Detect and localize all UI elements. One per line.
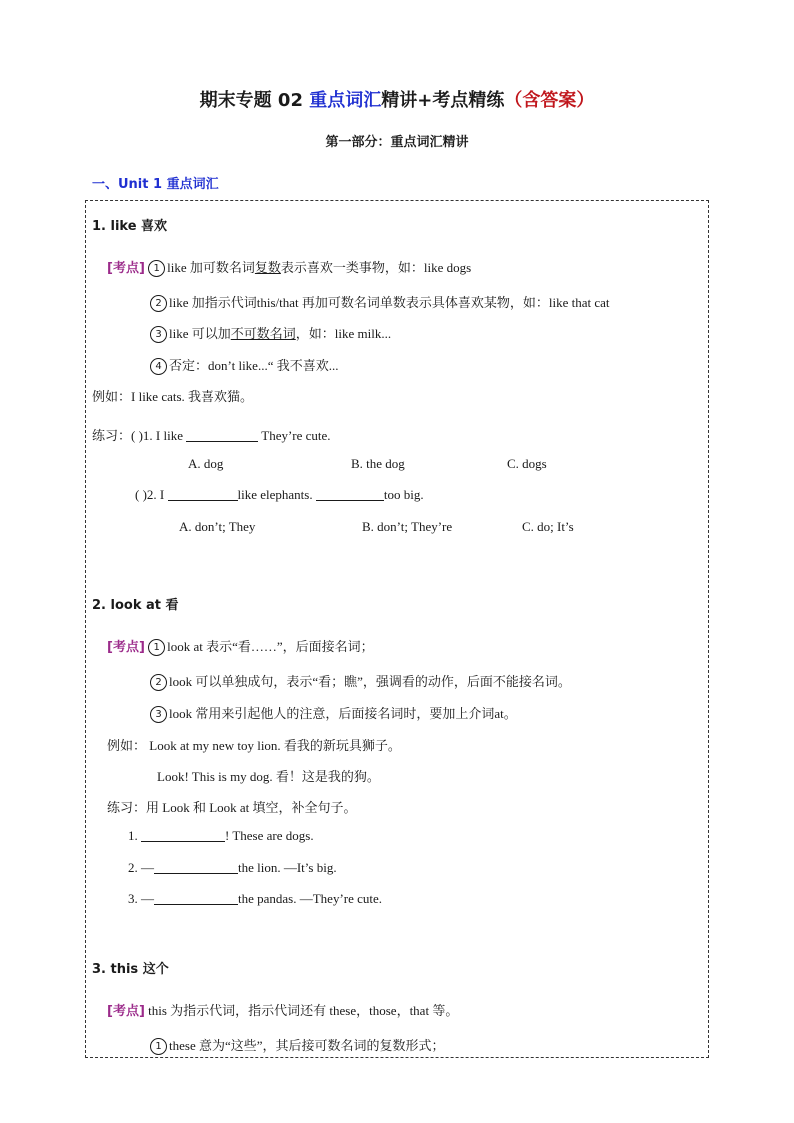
option-a: A. don’t; They bbox=[179, 519, 256, 534]
item-2-point-3: 3 look 常用来引起他人的注意，后面接名词时，要加上介词at。 bbox=[150, 703, 517, 723]
circle-number: 1 bbox=[150, 1038, 167, 1055]
answer-blank[interactable] bbox=[186, 429, 258, 442]
item-2-point-2: 2 look 可以单独成句，表示“看；瞧”，强调看的动作，后面不能接名词。 bbox=[150, 671, 571, 691]
circle-number: 3 bbox=[150, 326, 167, 343]
title-part-2: 重点词汇 bbox=[309, 90, 382, 111]
circle-number: 2 bbox=[150, 295, 167, 312]
answer-blank[interactable] bbox=[316, 488, 384, 501]
circle-number: 1 bbox=[148, 260, 165, 277]
title-part-4: （含答案） bbox=[504, 90, 595, 111]
item-3-heading: 3. this 这个 bbox=[92, 962, 169, 977]
item-2-heading: 2. look at 看 bbox=[92, 598, 179, 613]
item-1-question-1: 练习：( )1. I like They’re cute. bbox=[92, 428, 331, 443]
circle-number: 4 bbox=[150, 358, 167, 375]
answer-blank[interactable] bbox=[141, 829, 225, 842]
item-1-example: 例如：I like cats. 我喜欢猫。 bbox=[92, 389, 254, 404]
option-c: C. do; It’s bbox=[522, 519, 574, 534]
item-2-question-3: 3. — the pandas. —They’re cute. bbox=[128, 891, 383, 906]
item-2-example-2: Look! This is my dog. 看！这是我的狗。 bbox=[157, 769, 380, 784]
item-2-practice: 练习：用 Look 和 Look at 填空，补全句子。 bbox=[107, 800, 357, 815]
answer-blank[interactable] bbox=[154, 861, 238, 874]
item-1-question-2: ( )2. I like elephants. too big. bbox=[135, 487, 424, 502]
kaodian-label: [考点] bbox=[107, 1004, 145, 1019]
item-2-question-2: 2. — the lion. —It’s big. bbox=[128, 860, 337, 875]
section-title: 一、Unit 1 重点词汇 bbox=[92, 177, 219, 192]
kaodian-label: [考点] bbox=[107, 640, 145, 655]
circle-number: 2 bbox=[150, 674, 167, 691]
answer-blank[interactable] bbox=[168, 488, 238, 501]
title-part-1: 期末专题 02 bbox=[199, 90, 310, 111]
kaodian-label: [考点] bbox=[107, 261, 145, 276]
item-1-point-3: 3 like 可以加不可数名词，如：like milk... bbox=[150, 323, 391, 343]
option-b: B. the dog bbox=[351, 456, 405, 471]
item-2-question-1: 1. ! These are dogs. bbox=[128, 828, 314, 843]
option-c: C. dogs bbox=[507, 456, 547, 471]
option-b: B. don’t; They’re bbox=[362, 519, 453, 534]
item-3-intro: [考点] this 为指示代词，指示代词还有 these，those，that 等。 bbox=[107, 1003, 459, 1019]
item-1-point-2: 2 like 加指示代词this/that 再加可数名词单数表示具体喜欢某物，如：like that cat bbox=[150, 292, 610, 312]
circle-number: 3 bbox=[150, 706, 167, 723]
title-part-3: 精讲+考点精练 bbox=[381, 90, 505, 111]
item-1-point-1: [考点] 1 like 加可数名词复数表示喜欢一类事物，如：like dogs bbox=[107, 260, 472, 276]
item-1-point-4: 4 否定：don’t like...“ 我不喜欢... bbox=[150, 355, 338, 375]
page-subtitle: 第一部分：重点词汇精讲 bbox=[325, 135, 469, 150]
answer-blank[interactable] bbox=[154, 892, 238, 905]
item-2-example-1: 例如： Look at my new toy lion. 看我的新玩具狮子。 bbox=[107, 738, 401, 753]
page-title bbox=[0, 86, 794, 112]
item-2-point-1: [考点] 1 look at 表示“看……”，后面接名词； bbox=[107, 639, 374, 655]
item-3-point-1: 1 these 意为“这些”，其后接可数名词的复数形式； bbox=[150, 1035, 445, 1055]
option-a: A. dog bbox=[188, 456, 224, 471]
circle-number: 1 bbox=[148, 639, 165, 656]
item-1-heading: 1. like 喜欢 bbox=[92, 219, 168, 234]
